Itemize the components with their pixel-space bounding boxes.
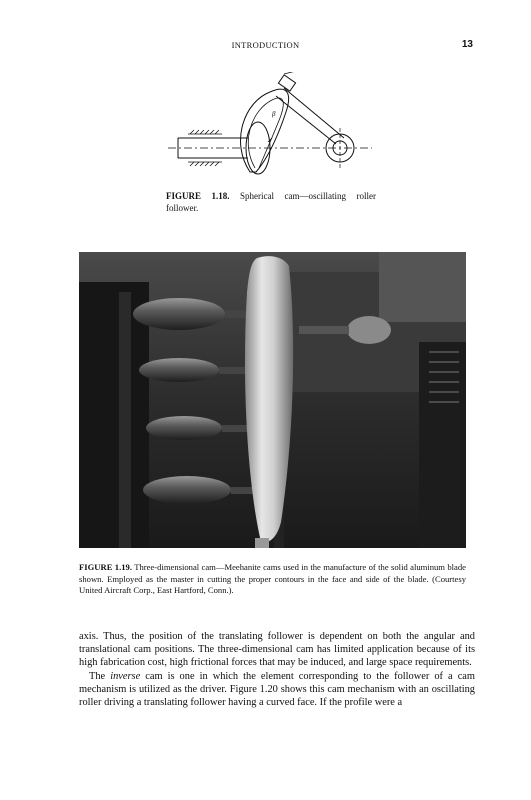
spherical-cam-diagram xyxy=(160,72,380,184)
three-dimensional-cam-photo xyxy=(79,252,466,548)
roller xyxy=(278,75,295,91)
body-text xyxy=(79,630,475,709)
figure-1-19-photo xyxy=(79,252,466,548)
svg-text:β: β xyxy=(272,110,276,118)
page-header xyxy=(0,40,531,54)
figure-1-19-caption xyxy=(79,562,466,597)
paragraph-2-rest: cam is one in which the element corresponding to the follower of a cam mechanism is utilized as the driver. Figure 1.20 shows this cam mechanism with an oscillating roller driving a translating follower having a curved face. If the profile were a xyxy=(79,670,475,709)
emphasis-inverse: inverse xyxy=(110,670,141,682)
running-head: INTRODUCTION xyxy=(231,40,300,50)
bearing-hatch-top xyxy=(188,130,222,134)
follower-arm-top xyxy=(284,88,344,138)
bearing-hatch-bottom xyxy=(188,162,222,166)
paragraph-2 xyxy=(79,670,475,710)
figure-1-18-label: FIGURE 1.18. xyxy=(166,191,230,201)
figure-1-18-caption xyxy=(166,190,376,214)
paragraph-1: axis. Thus, the position of the translating follower is dependent on both the angular and translational cam positions. The three-dimensional cam has limited application because of its high fabrication cost, high frictional forces that may be induced, and large space requirements. xyxy=(79,631,475,669)
figure-1-19-label: FIGURE 1.19. xyxy=(79,562,132,572)
figure-1-18-caption-text: Spherical cam—oscillating roller follower. xyxy=(166,191,376,213)
page-number: 13 xyxy=(461,39,473,50)
figure-1-18-drawing xyxy=(160,72,380,184)
paragraph-2-start: The xyxy=(89,670,111,682)
figure-1-19-caption-text: Three-dimensional cam—Meehanite cams used in the manufacture of the solid aluminum blade shown. Employed as the master in cutting the proper contours in the face and side of the blade. (Courtesy United Aircraft Corp., East Hartford, Conn.). xyxy=(79,562,466,595)
follower-arm-bottom xyxy=(276,96,336,144)
